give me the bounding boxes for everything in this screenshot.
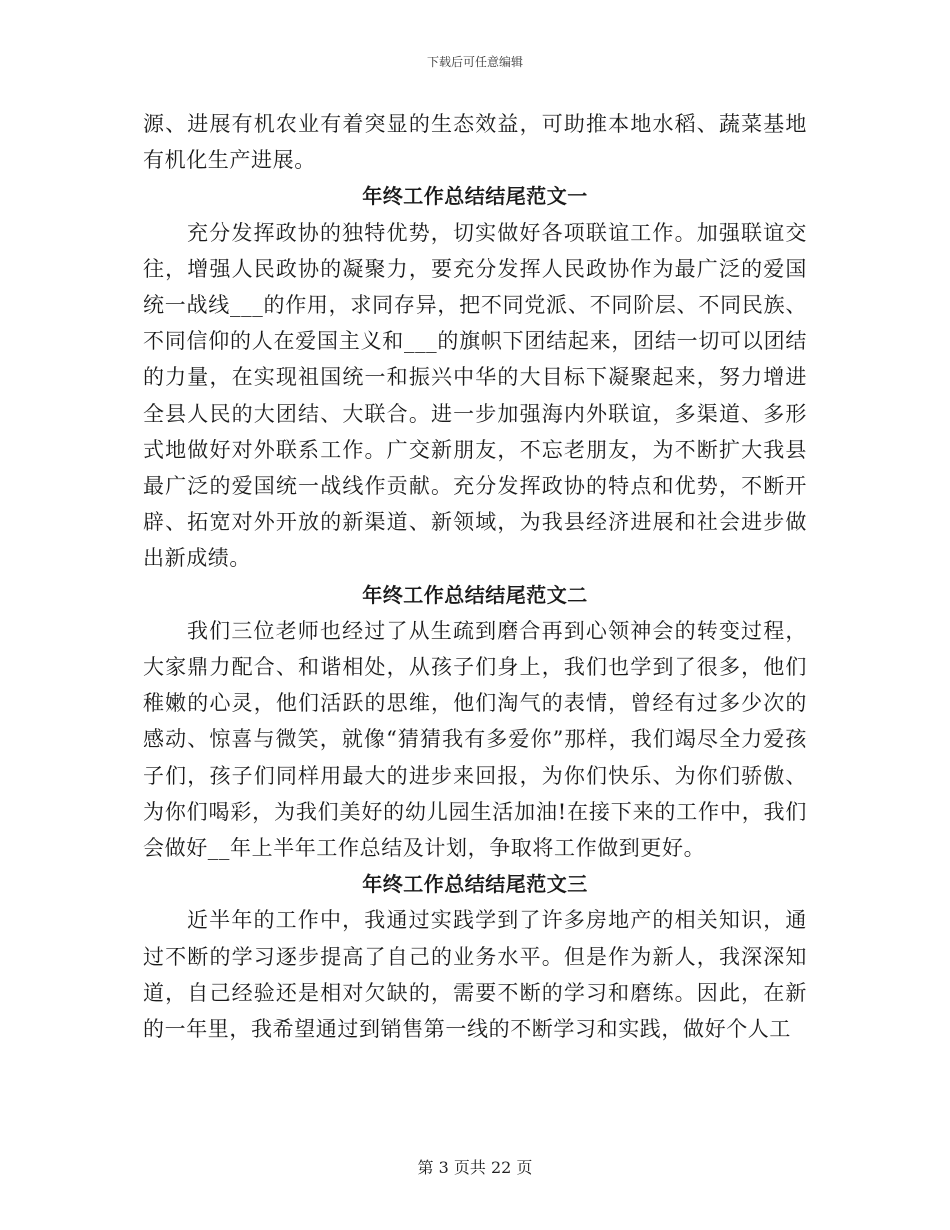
- section-heading-3: 年终工作总结结尾范文三: [362, 872, 588, 897]
- intro-paragraph: 源、进展有机农业有着突显的生态效益，可助推本地水稻、蔬菜基地有机化生产进展。: [143, 112, 807, 173]
- section-heading-1: 年终工作总结结尾范文一: [362, 184, 588, 209]
- section-paragraph-3: 近半年的工作中，我通过实践学到了许多房地产的相关知识，通过不断的学习逐步提高了自己的业务水平。但是作为新人，我深深知道，自己经验还是相对欠缺的，需要不断的学习和磨练。因此，在新的一年里，我希望通过到销售第一线的不断学习和实践，做好个人工: [143, 908, 807, 1042]
- section-paragraph-2: 我们三位老师也经过了从生疏到磨合再到心领神会的转变过程，大家鼎力配合、和谐相处，从孩子们身上，我们也学到了很多，他们稚嫩的心灵，他们活跃的思维，他们淘气的表情，曾经有过多少次的感动、惊喜与微笑，就像“猜猜我有多爱你”那样，我们竭尽全力爱孩子们，孩子们同样用最大的进步来回报，为你们快乐、为你们骄傲、为你们喝彩，为我们美好的幼儿园生活加油!在接下来的工作中，我们会做好__年上半年工作总结及计划，争取将工作做到更好。: [143, 618, 807, 861]
- section-heading-2: 年终工作总结结尾范文二: [362, 582, 588, 607]
- page-header: 下载后可任意编辑: [426, 55, 523, 69]
- page-number-footer: 第 3 页共 22 页: [417, 1158, 533, 1177]
- section-paragraph-1: 充分发挥政协的独特优势，切实做好各项联谊工作。加强联谊交往，增强人民政协的凝聚力，要充分发挥人民政协作为最广泛的爱国统一战线___的作用，求同存异，把不同党派、不同阶层、不同民族、不同信仰的人在爱国主义和___的旗帜下团结起来，团结一切可以团结的力量，在实现祖国统一和振兴中华的大目标下凝聚起来，努力增进全县人民的大团结、大联合。进一步加强海内外联谊，多渠道、多形式地做好对外联系工作。广交新朋友，不忘老朋友，为不断扩大我县最广泛的爱国统一战线作贡献。充分发挥政协的特点和优势，不断开辟、拓宽对外开放的新渠道、新领域，为我县经济进展和社会进步做出新成绩。: [143, 220, 807, 571]
- document-body: [143, 106, 807, 1047]
